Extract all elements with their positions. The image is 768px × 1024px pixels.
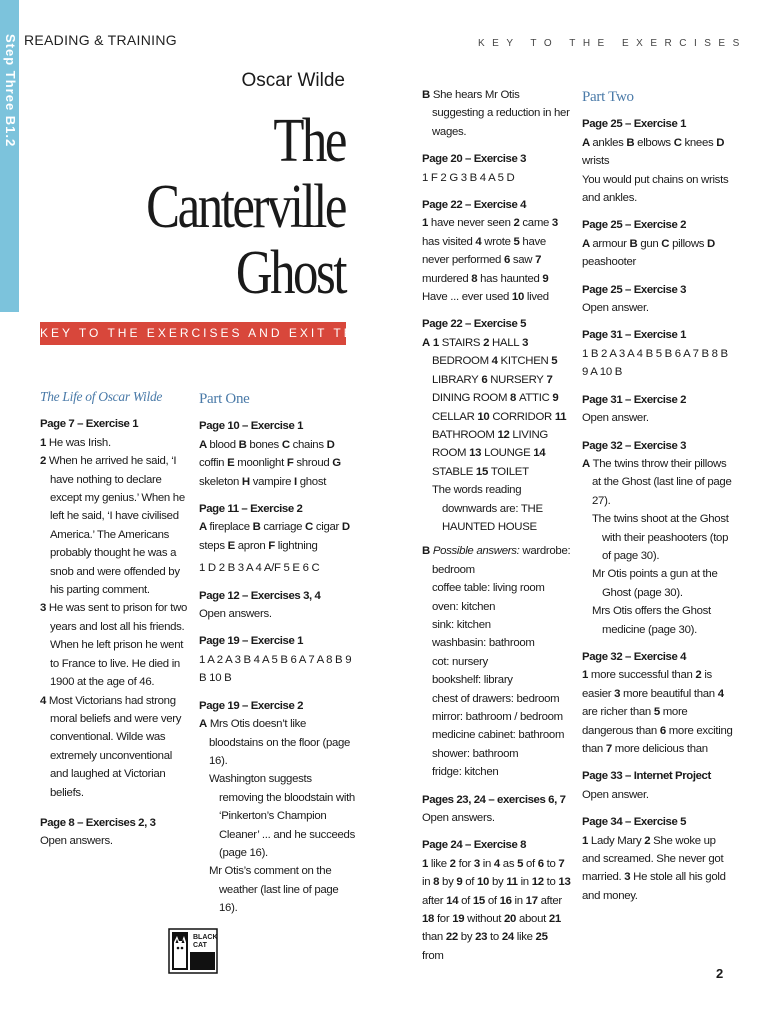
list-item: cot: nursery xyxy=(432,655,488,668)
author-name: Oscar Wilde xyxy=(241,70,345,91)
column-1 xyxy=(40,388,190,851)
exercise-heading: Pages 23, 24 – exercises 6, 7 xyxy=(422,793,566,806)
list-item: chest of drawers: bedroom xyxy=(432,692,560,705)
exercise-heading: Page 7 – Exercise 1 xyxy=(40,418,139,431)
section-banner: KEY TO THE EXERCISES AND EXIT TEST xyxy=(40,322,346,345)
answer-text: Open answer. xyxy=(582,788,649,801)
answer-list: B Possible answers: wardrobe: bedroom coffee table: living room oven: kitchen sink: kitchen washbasin: bathroom cot: nursery bookshelf: library chest of drawers: bedroom mirror: bathroom / bedroom medicine cabinet: bathroom shower: bathroom fridge: kitchen xyxy=(422,542,572,781)
exercise-heading: Page 31 – Exercise 1 xyxy=(582,329,687,342)
exercise-heading: Page 20 – Exercise 3 xyxy=(422,153,527,166)
exercise-heading: Page 8 – Exercises 2, 3 xyxy=(40,816,156,829)
answer-text: Open answers. xyxy=(40,835,113,848)
answer-text: Open answer. xyxy=(582,302,649,315)
exercise-heading: Page 25 – Exercise 2 xyxy=(582,219,687,232)
list-item: shower: bathroom xyxy=(432,747,519,760)
exercise-heading: Page 25 – Exercise 1 xyxy=(582,118,687,131)
list-item: medicine cabinet: bathroom xyxy=(432,729,565,742)
answer-text: Open answers. xyxy=(422,812,495,825)
answer-text: A ankles B elbows C knees D wrists xyxy=(582,136,725,168)
running-header: KEY TO THE EXERCISES xyxy=(478,38,747,49)
answer-text: 1 more successful than 2 is easier 3 more beautiful than 4 are richer than 5 more dangerous than 6 more exciting than 7 more delicious than xyxy=(582,669,733,755)
exercise-heading: Page 31 – Exercise 2 xyxy=(582,393,687,406)
exercise-heading: Page 25 – Exercise 3 xyxy=(582,283,687,296)
column-4 xyxy=(582,88,734,905)
level-label: Step Three B1.2 xyxy=(3,34,18,148)
list-item: 2 When he arrived he said, ‘I have nothing to declare except my genius.’ When he left he said, ‘I have civilised America.’ The Americans probably thought he was a snob and were offended by his parting comment. xyxy=(40,455,185,597)
logo-text: BLACK CAT xyxy=(193,934,218,949)
exercise-heading: Page 32 – Exercise 4 xyxy=(582,650,687,663)
column-3 xyxy=(422,86,572,965)
exercise-heading: Page 22 – Exercise 5 xyxy=(422,318,527,331)
list-item: 3 He was sent to prison for two years and lost all his friends. When he left prison he went to France to live. He died in 1900 at the age of 46. xyxy=(40,602,188,689)
list-item: Mrs Otis doesn’t like bloodstains on the floor (page 16). xyxy=(209,718,351,767)
list-item: coffee table: living room xyxy=(432,582,545,595)
answer-list: A 1 STAIRS 2 HALL 3 BEDROOM 4 KITCHEN 5 LIBRARY 6 NURSERY 7 DINING ROOM 8 ATTIC 9 CELLAR 10 CORRIDOR 11 BATHROOM 12 LIVING ROOM 13 LOUNGE 14 STABLE 15 TOILET The words reading downwards are: THE HAUNTED HOUSE xyxy=(422,336,567,533)
answer-text: 1 A 2 A 3 B 4 A 5 B 6 A 7 A 8 B 9 B 10 B xyxy=(199,653,352,685)
answer-text: Open answer. xyxy=(582,412,649,425)
list-item: fridge: kitchen xyxy=(432,766,499,779)
list-item: 4 Most Victorians had strong moral beliefs and were very conventional. Wilde was extremely unconventional and laughed at Victorian beliefs. xyxy=(40,694,182,799)
section-title: Part Two xyxy=(582,89,634,105)
answer-text: A armour B gun C pillows D peashooter xyxy=(582,237,715,269)
answer-text: 1 Lady Mary 2 She woke up and screamed. She never got married. 3 He stole all his gold and money. xyxy=(582,834,726,902)
exercise-heading: Page 19 – Exercise 1 xyxy=(199,635,304,648)
exercise-heading: Page 10 – Exercise 1 xyxy=(199,420,304,433)
answer-text: 1 B 2 A 3 A 4 B 5 B 6 A 7 B 8 B 9 A 10 B xyxy=(582,347,728,379)
answer-text: 1 D 2 B 3 A 4 A/F 5 E 6 C xyxy=(199,562,320,575)
answer-text: 1 have never seen 2 came 3 has visited 4 wrote 5 have never performed 6 saw 7 murdered 8 has haunted 9 Have ... ever used 10 lived xyxy=(422,217,558,304)
list-item: The twins shoot at the Ghost with their peashooters (top of page 30). xyxy=(592,513,729,562)
exercise-heading: Page 24 – Exercise 8 xyxy=(422,839,527,852)
level-sidebar xyxy=(0,0,19,312)
exercise-heading: Page 19 – Exercise 2 xyxy=(199,699,304,712)
answer-text: A fireplace B carriage C cigar D steps E apron F lightning xyxy=(199,521,350,552)
section-title: The Life of Oscar Wilde xyxy=(40,389,163,404)
answer-list: A Mrs Otis doesn’t like bloodstains on the floor (page 16). Washington suggests removing the bloodstain with ‘Pinkerton’s Champion Cleaner’ ... and he succeeds (page 16). Mr Otis’s comment on the weather (last line of page 16). xyxy=(199,715,355,917)
answer-list: A The twins throw their pillows at the Ghost (last line of page 27). The twins shoot at the Ghost with their peashooters (top of page 30). Mr Otis points a gun at the Ghost (page 30). Mrs Otis offers the Ghost medicine (page 30). xyxy=(582,455,734,639)
answer-text: 1 like 2 for 3 in 4 as 5 of 6 to 7 in 8 by 9 of 10 by 11 in 12 to 13 after 14 of 15 of 16 in 17 after 18 for 19 without 20 about 21 than 22 by 23 to 24 like 25 from xyxy=(422,857,571,962)
list-item: Mr Otis points a gun at the Ghost (page 30). xyxy=(592,568,718,599)
list-item: Mr Otis’s comment on the weather (last line of page 16). xyxy=(209,865,339,915)
exercise-heading: Page 34 – Exercise 5 xyxy=(582,816,687,829)
list-item: wardrobe: bedroom xyxy=(432,545,571,576)
list-item: washbasin: bathroom xyxy=(432,637,535,650)
list-item: 1 He was Irish. xyxy=(40,436,111,449)
exercise-heading: Page 11 – Exercise 2 xyxy=(199,503,303,516)
list-item: The twins throw their pillows at the Ghost (last line of page 27). xyxy=(592,457,732,507)
list-item: Washington suggests removing the bloodstain with ‘Pinkerton’s Champion Cleaner’ ... and he succeeds (page 16). xyxy=(209,773,355,859)
list-item: bookshelf: library xyxy=(432,674,513,687)
answer-text: A blood B bones C chains D coffin E moonlight F shroud G skeleton H vampire I ghost xyxy=(199,438,341,488)
list-item: mirror: bathroom / bedroom xyxy=(432,711,563,723)
black-cat-logo xyxy=(168,928,218,974)
book-title: The Canterville Ghost xyxy=(146,107,345,307)
section-title: Part One xyxy=(199,391,250,407)
exercise-heading: Page 32 – Exercise 3 xyxy=(582,439,687,452)
exercise-heading: Page 33 – Internet Project xyxy=(582,770,711,783)
answer-list xyxy=(40,434,190,802)
list-item: sink: kitchen xyxy=(432,618,491,631)
exercise-heading: Page 12 – Exercises 3, 4 xyxy=(199,589,321,602)
exercise-heading: Page 22 – Exercise 4 xyxy=(422,199,527,212)
answer-text: 1 F 2 G 3 B 4 A 5 D xyxy=(422,171,515,184)
answer-text: Open answers. xyxy=(199,608,272,621)
answer-text: B She hears Mr Otis suggesting a reduction in her wages. xyxy=(422,89,570,138)
list-item: oven: kitchen xyxy=(432,600,496,613)
list-item: Mrs Otis offers the Ghost medicine (page 30). xyxy=(592,605,711,636)
series-name: READING & TRAINING xyxy=(24,32,177,48)
page-number: 2 xyxy=(716,966,724,981)
answer-text: You would put chains on wrists and ankles. xyxy=(582,173,729,205)
column-2 xyxy=(199,390,355,918)
